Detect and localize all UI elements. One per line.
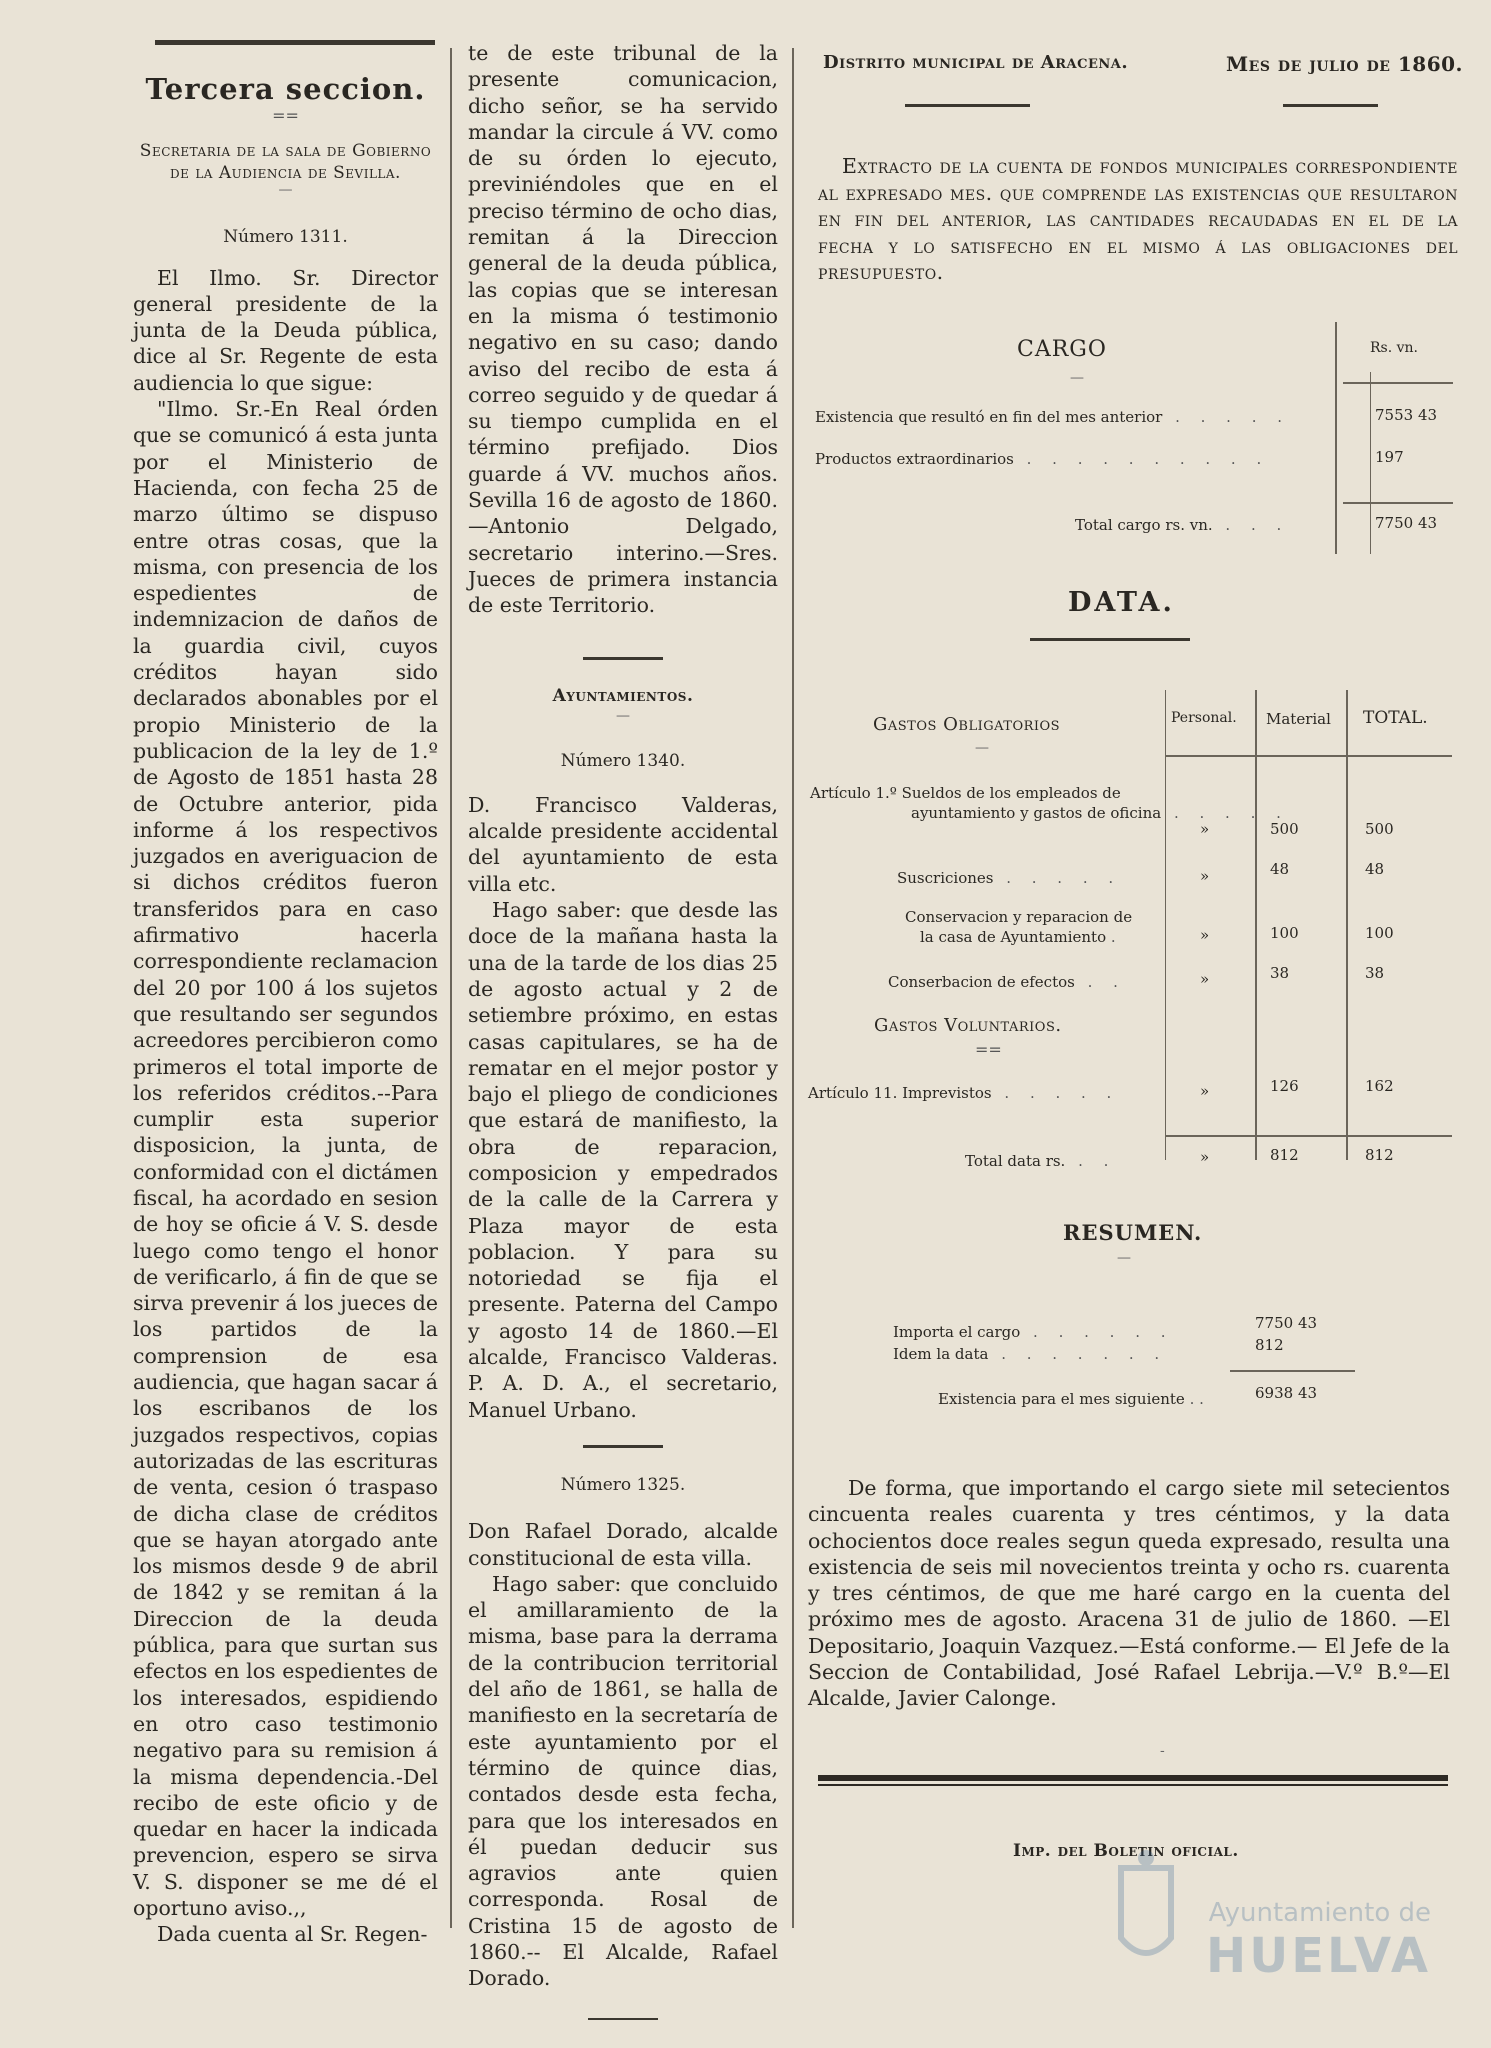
cargo-row-1-value: 7553 43 bbox=[1375, 406, 1438, 424]
cargo-unit: Rs. vn. bbox=[1370, 340, 1419, 356]
data-row-1-label-a: Artículo 1.º Sueldos de los empleados de bbox=[810, 784, 1121, 802]
resumen-exist-value: 6938 43 bbox=[1255, 1384, 1318, 1402]
data-row-4-label: Conserbacion de efectos . . bbox=[888, 973, 1126, 991]
resumen-title: RESUMEN. bbox=[1063, 1220, 1203, 1245]
col2-paragraph-2: D. Francisco Valderas, alcalde presidente accidental del ayuntamiento de esta villa etc. bbox=[468, 792, 778, 896]
bottom-rule-thick bbox=[818, 1775, 1448, 1781]
col-total-header: TOTAL. bbox=[1363, 708, 1428, 728]
data-row-vol-total: 162 bbox=[1365, 1077, 1394, 1095]
separator-1 bbox=[583, 657, 663, 660]
cargo-total-value: 7750 43 bbox=[1375, 514, 1438, 532]
data-row-3-personal: » bbox=[1200, 926, 1210, 944]
mes-label: Mes de julio de 1860. bbox=[1226, 52, 1463, 76]
gastos-obligatorios-heading: Gastos Obligatorios bbox=[873, 714, 1061, 735]
cargo-row-1: Existencia que resultó en fin del mes anterior . . . . . bbox=[815, 408, 1291, 426]
col1-paragraph-1: El Ilmo. Sr. Director general presidente de la junta de la Deuda pública, dice al Sr. Regente de esta audiencia lo que sigue: bbox=[133, 265, 438, 395]
cargo-total-rule bbox=[1343, 502, 1453, 504]
cargo-top-rule bbox=[1343, 382, 1453, 384]
crest-icon bbox=[1111, 1848, 1181, 1978]
col2-paragraph-3: Hago saber: que desde las doce de la mañana hasta la una de la tarde de los dias 25 de agosto actual y 2 de setiembre próximo, en estas casas capitulares, se ha de rematar en el mejor postor y bajo el pliego de condiciones que estará de manifiesto, la obra de reparacion, composicion y empedrados de la calle de la Carrera y Plaza mayor de esta poblacion. Y para su notoriedad se fija el presente. Paterna del Campo y agosto 14 de 1860.—El alcalde, Francisco Valderas. P. A. D. A., el secretario, Manuel Urbano. bbox=[468, 898, 778, 1422]
data-row-4-personal: » bbox=[1200, 970, 1210, 988]
distrito-label: Distrito municipal de Aracena. bbox=[823, 52, 1129, 73]
numero-1311: Número 1311. bbox=[223, 227, 348, 248]
cargo-row-1-label: Existencia que resultó en fin del mes anterior bbox=[815, 408, 1163, 426]
double-rule: == bbox=[272, 106, 299, 126]
gastos-dash: — bbox=[975, 740, 989, 756]
data-vrule-3 bbox=[1346, 690, 1348, 1160]
data-row-vol-label: Artículo 11. Imprevistos . . . . . bbox=[808, 1084, 1120, 1102]
data-row-1-personal: » bbox=[1200, 820, 1210, 838]
col2-paragraph-5: Hago saber: que concluido el amillaramiento de la misma, base para la derrama de la contribucion territorial del año de 1861, se halla de manifiesto en la secretaría de este ayuntamiento por el término de quince dias, contados desde esta fecha, para que los interesados en él puedan deducir sus agravios ante quien corresponda. Rosal de Cristina 15 de agosto de 1860.-- El Alcalde, Rafael Dorado. bbox=[468, 1571, 778, 1991]
col2-paragraph-4: Don Rafael Dorado, alcalde constitucional de esta villa. bbox=[468, 1519, 778, 1570]
data-row-2-personal: » bbox=[1200, 867, 1210, 885]
data-row-3-label-b: la casa de Ayuntamiento . bbox=[920, 928, 1116, 946]
col1-paragraph-3: Dada cuenta al Sr. Regen- bbox=[157, 1922, 428, 1947]
cargo-row-2: Productos extraordinarios . . . . . . . . . . bbox=[815, 450, 1270, 468]
data-vrule-1 bbox=[1165, 690, 1166, 1160]
section-title: Tercera seccion. bbox=[145, 72, 426, 106]
imprenta-footer: Imp. del Boletin oficial. bbox=[1013, 1841, 1239, 1861]
col1-paragraph-2: "Ilmo. Sr.-En Real órden que se comunicó á esta junta por el Ministerio de Hacienda, con fecha 25 de marzo último se dispuso entre otras cosas, que la misma, con presencia de los espedientes de indemnizacion de daños de la guardia civil, cuyos créditos hayan sido declarados abonables por el propio Ministerio de la publicacion de la ley de 1.º de Agosto de 1851 hasta 28 de Octubre anterior, pida informe á los respectivos juzgados en averiguacion de si dichos créditos fueron transferidos para en caso afirmativo hacerla correspondiente reclamacion del 20 por 100 á los sujetos que resultando ser segundos acreedores percibieron como primeros el total importe de los referidos créditos.--Para cumplir esta superior disposicion, la junta, de conformidad con el dictámen fiscal, ha acordado en sesion de hoy se oficie á V. S. desde luego como tengo el honor de verificarlo, á fin de que se sirva prevenir á los jueces de los partidos de la comprension de esa audiencia, que hagan sacar á los escribanos de los juzgados respectivos, copias autorizadas de las escrituras de venta, cesion ó traspaso de dicha clase de créditos que se hayan atorgado ante los mismos desde 9 de abril de 1842 y se remitan á la Direccion de la deuda pública, para que surtan sus efectos en los espedientes de los interesados, espidiendo en otro caso testimonio negativo para su remision á la misma dependencia.-Del recibo de este oficio y de quedar en hacer la indicada prevencion, espero se sirva V. S. disponer se me dé el oportuno aviso.,, bbox=[133, 397, 438, 1920]
resumen-row-2-label: Idem la data . . . . . . . bbox=[893, 1345, 1168, 1363]
data-head-rule bbox=[1166, 755, 1452, 757]
secretaria-heading: Secretaria de la sala de Gobierno de la Audiencia de Sevilla. bbox=[139, 141, 432, 184]
cargo-vrule bbox=[1335, 322, 1337, 554]
watermark-line-2: HUELVA bbox=[1206, 1928, 1431, 1984]
closing-text: De forma, que importando el cargo siete mil setecientos cincuenta reales cuarenta y tres céntimos, y la data ochocientos doce reales segun queda expresado, resulta una existencia de seis mil novecientos treinta y ocho rs. cuarenta y tres céntimos, de que me haré cargo en la cuenta del próximo mes de agosto. Aracena 31 de julio de 1860. —El Depositario, Joaquin Vazquez.—Está conforme.— El Jefe de la Seccion de Contabilidad, José Rafael Lebrija.—V.º B.º—El Alcalde, Javier Calonge. bbox=[808, 1476, 1450, 1711]
gastos-voluntarios-heading: Gastos Voluntarios. bbox=[874, 1015, 1062, 1036]
data-total-rule bbox=[1166, 1135, 1452, 1137]
bottom-rule-thin bbox=[818, 1784, 1448, 1786]
data-row-1-total: 500 bbox=[1365, 820, 1394, 838]
data-row-4-total: 38 bbox=[1365, 964, 1385, 982]
data-row-3-label-a: Conservacion y reparacion de bbox=[905, 908, 1133, 926]
col2-paragraph-1: te de este tribunal de la presente comunicacion, dicho señor, se ha servido mandar la circule á VV. como de su órden lo ejecuto, previniéndoles que en el preciso término de ocho dias, remitan á la Direccion general de la deuda pública, las copias que se interesan en la misma ó testimonio negativo en su caso; dando aviso del recibo de esta á correo seguido y de quedar á su tiempo cumplida en el término prefijado. Dios guarde á VV. muchos años. Sevilla 16 de agosto de 1860. —Antonio Delgado, secretario interino.—Sres. Jueces de primera instancia de este Territorio. bbox=[468, 41, 778, 618]
data-title: DATA. bbox=[1068, 587, 1175, 618]
header-rule-left bbox=[905, 104, 1030, 107]
data-row-1-material: 500 bbox=[1270, 820, 1299, 838]
resumen-exist-label: Existencia para el mes siguiente . . bbox=[938, 1390, 1204, 1408]
closing-block bbox=[808, 1475, 1450, 1712]
closing-dash: - bbox=[1160, 1743, 1165, 1759]
data-row-1-label-b: ayuntamiento y gastos de oficina . . . . . bbox=[911, 804, 1289, 822]
data-ornament bbox=[1030, 638, 1190, 641]
cargo-row-2-value: 197 bbox=[1375, 448, 1404, 466]
cargo-row-2-label: Productos extraordinarios bbox=[815, 450, 1014, 468]
data-total-personal: » bbox=[1200, 1148, 1210, 1166]
watermark-line-1: Ayuntamiento de bbox=[1208, 1898, 1431, 1928]
resumen-row-1-label: Importa el cargo . . . . . . bbox=[893, 1323, 1174, 1341]
cargo-title: CARGO bbox=[1017, 337, 1107, 362]
data-row-2-total: 48 bbox=[1365, 860, 1385, 878]
col-material-header: Material bbox=[1266, 710, 1331, 728]
data-total-label: Total data rs. . . bbox=[965, 1152, 1117, 1170]
data-row-4-material: 38 bbox=[1270, 964, 1290, 982]
numero-1325: Número 1325. bbox=[560, 1474, 686, 1495]
cargo-vrule-2 bbox=[1370, 372, 1371, 554]
col-personal-header: Personal. bbox=[1171, 710, 1237, 726]
column-1 bbox=[133, 40, 438, 1948]
column-2 bbox=[468, 40, 778, 2020]
column-rule-1 bbox=[450, 48, 452, 1928]
data-row-vol-material: 126 bbox=[1270, 1077, 1299, 1095]
cargo-dash: — bbox=[1070, 370, 1084, 386]
data-row-3-total: 100 bbox=[1365, 924, 1394, 942]
resumen-rule bbox=[1230, 1370, 1355, 1372]
separator-2 bbox=[583, 1445, 663, 1448]
data-vrule-2 bbox=[1255, 690, 1257, 1160]
numero-1340: Número 1340. bbox=[560, 750, 686, 771]
ayuntamientos-heading: Ayuntamientos. bbox=[552, 685, 694, 706]
cargo-total: Total cargo rs. vn. . . . bbox=[1075, 516, 1290, 534]
short-dash-2: — bbox=[616, 707, 630, 724]
resumen-dash: — bbox=[1117, 1250, 1131, 1266]
resumen-row-2-value: 812 bbox=[1255, 1336, 1284, 1354]
data-row-2-material: 48 bbox=[1270, 860, 1290, 878]
data-row-2-label: Suscriciones . . . . . bbox=[897, 869, 1122, 887]
short-dash: — bbox=[278, 182, 293, 199]
column-rule-2 bbox=[792, 48, 794, 1928]
voluntarios-double-rule: == bbox=[975, 1040, 1002, 1059]
header-rule-right bbox=[1283, 104, 1378, 107]
resumen-row-1-value: 7750 43 bbox=[1255, 1314, 1318, 1332]
cargo-total-label: Total cargo rs. vn. bbox=[1075, 516, 1213, 534]
data-row-3-material: 100 bbox=[1270, 924, 1299, 942]
data-row-vol-personal: » bbox=[1200, 1082, 1210, 1100]
watermark bbox=[1111, 1828, 1451, 2008]
extracto-text: Extracto de la cuenta de fondos municipales correspondiente al expresado mes. que comprende las existencias que resultaron en fin del anterior, las cantidades recaudadas en el de la fecha y lo satisfecho en el mismo á las obligaciones del presupuesto. bbox=[818, 154, 1458, 284]
data-total-total: 812 bbox=[1365, 1146, 1394, 1164]
separator-3 bbox=[588, 2018, 658, 2020]
data-total-material: 812 bbox=[1270, 1146, 1299, 1164]
extracto-block bbox=[818, 153, 1458, 286]
